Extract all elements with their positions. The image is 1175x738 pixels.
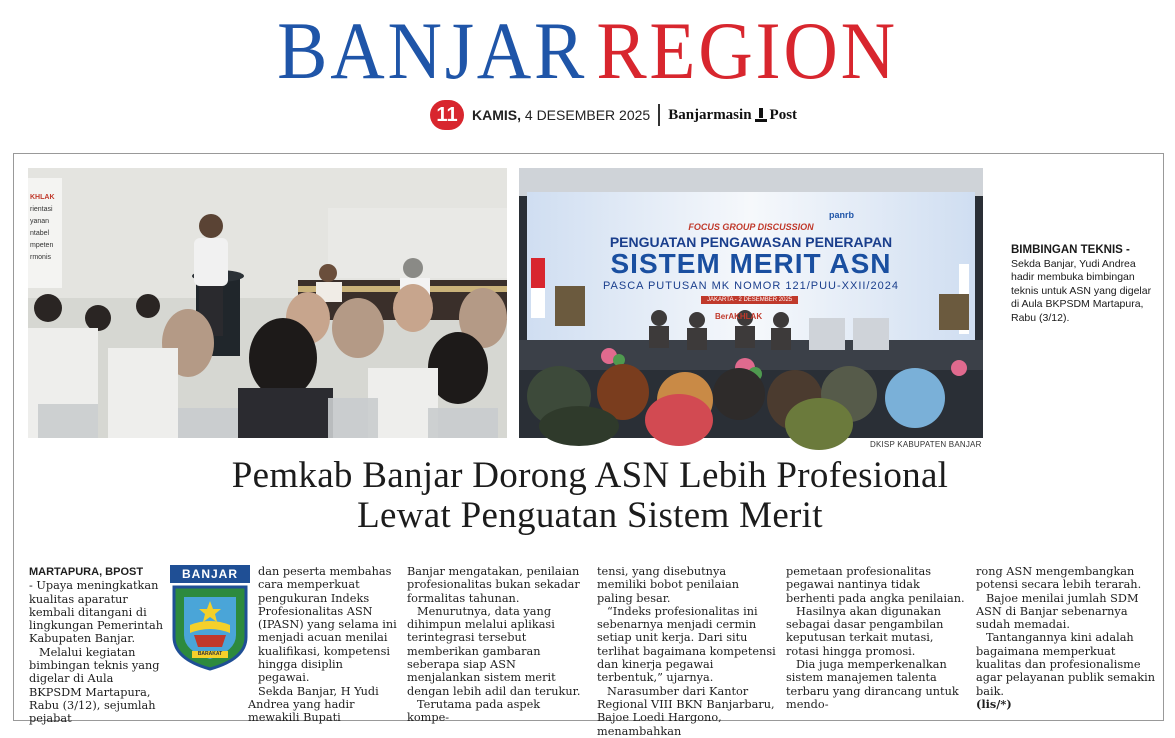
wall-banner-line: ntabel <box>30 230 50 237</box>
newspaper-crest-icon <box>755 108 767 122</box>
article-signoff: (lis/*) <box>976 696 1012 711</box>
wall-banner-title: KHLAK <box>30 194 55 201</box>
body-paragraph: Hasilnya akan digunakan sebagai dasar pengambilan keputusan terkait mutasi, rotasi hingga promosi. <box>786 604 944 658</box>
body-paragraph: Narasumber dari Kantor Regional VIII BKN Banjarbaru, Bajoe Loedi Hargono, menambahkan <box>597 684 775 738</box>
body-column-1 <box>29 565 167 726</box>
photo-fgd-stage <box>519 168 983 438</box>
masthead <box>0 5 1175 108</box>
body-paragraph: Bajoe menilai jumlah SDM ASN di Banjar sebenarnya sudah memadai. <box>976 591 1139 632</box>
wall-banner <box>30 192 62 264</box>
screen-line3: PASCA PUTUSAN MK NOMOR 121/PUU-XXII/2024 <box>603 280 899 292</box>
body-paragraph: Tantangannya kini adalah bagaimana memperkuat kualitas dan profesionalisme agar pelayanan publik semakin baik. <box>976 631 1156 698</box>
wall-banner-line: yanan <box>30 218 50 225</box>
banjar-regency-logo <box>168 563 252 671</box>
logo-motto: BARAKAT <box>197 651 223 657</box>
photo-speaker-podium <box>28 168 507 438</box>
screen-logo: panrb <box>829 210 855 220</box>
body-column-4 <box>597 565 777 738</box>
body-column-6 <box>976 565 1156 715</box>
body-column-3 <box>407 565 585 725</box>
lead-dateline: MARTAPURA, BPOST <box>29 566 144 578</box>
issue-day: KAMIS, <box>472 107 521 123</box>
newspaper-logo <box>668 107 797 124</box>
body-paragraph: Menurutnya, data yang dihimpun melalui aplikasi terintegrasi tersebut memberikan gambaran seberapa siap ASN menjalankan sistem merit dengan lebih adil dan terukur. <box>407 604 581 698</box>
headline-line1: Pemkab Banjar Dorong ASN Lebih Profesional <box>231 455 949 496</box>
body-paragraph: pemetaan profesionalitas pegawai nantinya tidak berhenti pada angka penilaian. <box>786 565 965 605</box>
section-title-part2: REGION <box>596 5 898 96</box>
body-paragraph: Terutama pada aspek kompe- <box>407 697 541 725</box>
caption-label: BIMBINGAN TEKNIS - <box>1011 244 1130 256</box>
photo-credit: DKISP KABUPATEN BANJAR <box>870 440 982 449</box>
body-paragraph: Melalui kegiatan bimbingan teknis yang digelar di Aula BKPSDM Martapura, Rabu (3/12), sejumlah pejabat <box>29 645 160 726</box>
screen-tag: BerAKHLAK <box>715 312 763 321</box>
wall-banner-line: rmonis <box>30 254 52 261</box>
body-paragraph: “Indeks profesionalitas ini sebenarnya menjadi cermin setiap unit kerja. Dari situ terlihat bagaimana kompetensi dan kinerja pegawai terbentuk,” ujarnya. <box>597 604 776 685</box>
screen-line1: PENGUATAN PENGAWASAN PENERAPAN <box>609 234 893 250</box>
issue-date-value: 4 DESEMBER 2025 <box>524 107 651 123</box>
body-column-2 <box>248 565 398 725</box>
issue-date <box>472 107 650 123</box>
body-paragraph: Dia juga memperkenalkan sistem manajemen talenta terbaru yang dirancang untuk mendo- <box>786 658 959 711</box>
caption-text: Sekda Banjar, Yudi Andrea hadir membuka bimbingan teknis untuk ASN yang digelar di Aula BKPSDM Martapura, Rabu (3/12). <box>1011 257 1152 324</box>
dateline-divider <box>658 104 660 126</box>
photo-speaker-illustration <box>28 168 507 438</box>
screen-subtitle: FOCUS GROUP DISCUSSION <box>688 222 814 232</box>
body-paragraph: - Upaya meningkatkan kualitas aparatur kembali ditangani di lingkungan Pemerintah Kabupaten Banjar. <box>29 579 163 646</box>
wall-banner-line: mpeten <box>30 242 54 249</box>
page-number-badge: 11 <box>430 100 464 130</box>
section-title-part1: BANJAR <box>277 5 588 96</box>
photo-caption <box>1011 244 1156 325</box>
newspaper-name-right: Post <box>769 106 798 123</box>
body-paragraph: Sekda Banjar, H Yudi Andrea yang hadir mewakili Bupati <box>248 684 379 725</box>
logo-label: BANJAR <box>181 567 238 581</box>
screen-line2: SISTEM MERIT ASN <box>610 248 892 279</box>
dateline-bar <box>430 100 797 130</box>
screen-line4: JAKARTA - 2 DESEMBER 2025 <box>701 296 798 304</box>
body-paragraph: dan peserta membahas cara memperkuat pengukuran Indeks Profesionalitas ASN (IPASN) yang selama ini menjadi acuan menilai kualifikasi, kompetensi hingga disiplin pegawai. <box>258 565 397 685</box>
body-column-5 <box>786 565 966 715</box>
body-paragraph: Banjar mengatakan, penilaian profesionalitas bukan sekadar formalitas tahunan. <box>407 565 580 605</box>
body-paragraph: tensi, yang disebutnya memiliki bobot penilaian paling besar. <box>597 565 739 605</box>
wall-banner-line: rientasi <box>30 206 53 213</box>
newspaper-name-left: Banjarmasin <box>668 106 752 123</box>
body-paragraph: rong ASN mengembangkan potensi secara lebih terarah. <box>976 565 1142 592</box>
headline-line2: Lewat Penguatan Sistem Merit <box>357 495 823 536</box>
article-headline <box>30 456 1150 536</box>
section-title <box>47 5 1128 96</box>
